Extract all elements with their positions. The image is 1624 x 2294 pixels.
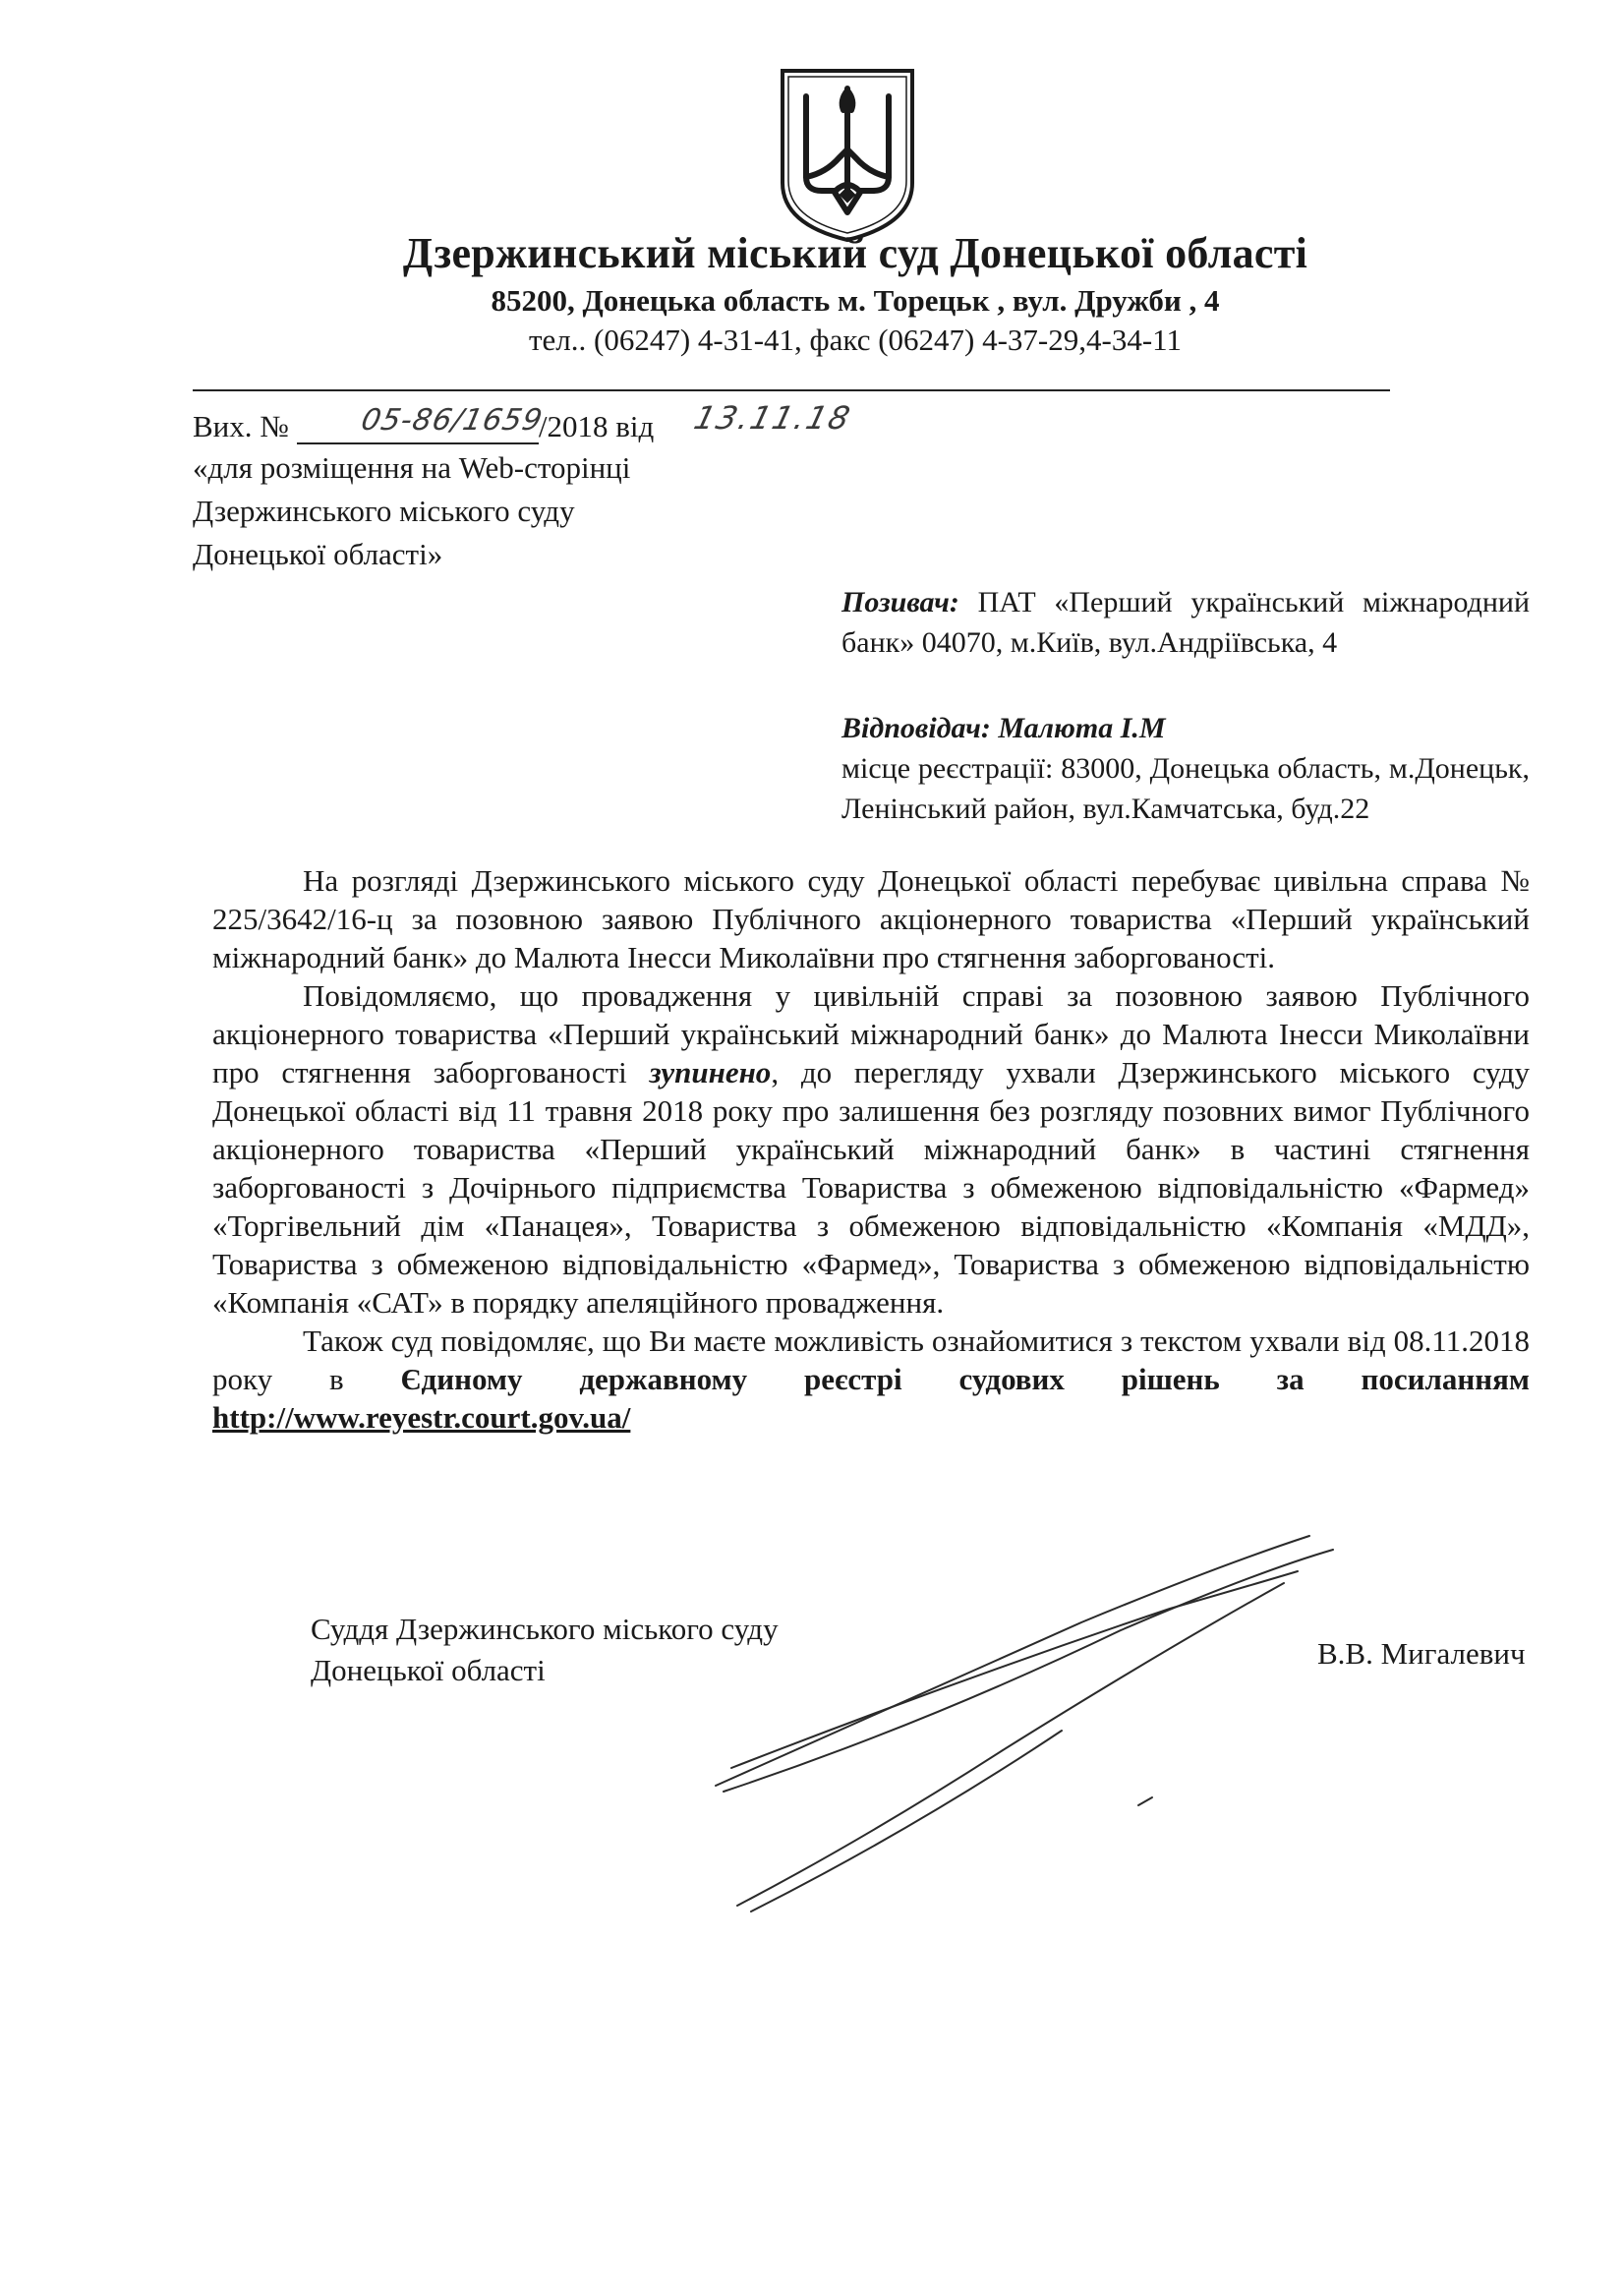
registry-link[interactable]: http://www.reyestr.court.gov.ua/ [212, 1400, 631, 1435]
web-note-line: Донецької області» [193, 537, 443, 571]
outgoing-number-blank [297, 403, 547, 444]
handwritten-outgoing-number: 05-86/1659 [358, 403, 547, 438]
defendant-details: місце реєстрації: 83000, Донецька область, м.Донецьк, Ленінський район, вул.Камчатська, буд.22 [841, 752, 1530, 825]
web-note-line: «для розміщення на Web-сторінці [193, 450, 631, 485]
letter-body [212, 861, 1530, 1437]
body-paragraph-2 [212, 976, 1530, 1322]
outgoing-year-suffix: /2018 від [538, 409, 655, 443]
outgoing-number-line [193, 399, 856, 444]
body-paragraph-1: На розгляді Дзержинського міського суду Донецької області перебуває цивільна справа № 225/3642/16-ц за позовною заявою Публічного акціонерного товариства «Перший український міжнародний банк» до Малюта Інесси Миколаївни про стягнення заборгованості. [212, 863, 1530, 974]
body-p3-start: Також суд повідомляє, що Ви маєте можливість ознайомитися з текстом ухвали від 08.11.2018 року в [212, 1323, 1530, 1396]
trident-coat-of-arms-icon [775, 67, 920, 244]
defendant-block [841, 708, 1530, 829]
body-paragraph-3 [212, 1322, 1530, 1437]
defendant-role-label: Відповідач: Малюта І.М [841, 712, 1166, 744]
plaintiff-details: ПАТ «Перший український міжнародний банк» 04070, м.Київ, вул.Андріївська, 4 [841, 586, 1531, 659]
court-name-title: Дзержинський міський суд Донецької області [402, 229, 1308, 277]
registry-reference: Єдиному державному реєстрі судових рішень за посиланням [400, 1362, 1531, 1396]
handwritten-signature [708, 1514, 1357, 1947]
suspended-emphasis: зупинено [649, 1055, 772, 1089]
body-p2-start: Повідомляємо, що провадження у цивільній справі за позовною заявою Публічного акціонерного товариства «Перший український міжнародний банк» до Малюта Інесси Миколаївни про стягнення заборгованості [212, 978, 1530, 1089]
handwritten-outgoing-date: 13.11.18 [690, 399, 856, 437]
judge-title-line: Донецької області [311, 1653, 546, 1687]
web-note-line: Дзержинського міського суду [193, 494, 575, 528]
parties-block [841, 582, 1530, 874]
outgoing-prefix: Вих. № [193, 409, 289, 443]
court-phone: тел.. (06247) 4-31-41, факс (06247) 4-37-29,4-34-11 [528, 323, 1182, 357]
web-placement-note [193, 446, 630, 576]
judge-title-line: Суддя Дзержинського міського суду [311, 1612, 779, 1646]
body-p2-end: , до перегляду ухвали Дзержинського міського суду Донецької області від 11 травня 2018 року про залишення без розгляду позовних вимог Публічного акціонерного товариства «Перший український міжнародний банк» в частині стягнення заборгованості з Дочірнього підприємства Товариства з обмеженою відповідальністю «Фармед» «Торгівельний дім «Панацея», Товариства з обмеженою відповідальністю «Компанія «МДД», Товариства з обмеженою відповідальністю «Фармед», Товариства з обмеженою відповідальністю «Компанія «САТ» в порядку апеляційного провадження. [212, 1055, 1530, 1320]
court-address: 85200, Донецька область м. Торецьк , вул. Дружби , 4 [491, 283, 1220, 318]
plaintiff-role-label: Позивач: [841, 586, 959, 618]
plaintiff-block [841, 582, 1530, 663]
judge-name: В.В. Мигалевич [1317, 1636, 1526, 1671]
header-divider [193, 389, 1390, 391]
